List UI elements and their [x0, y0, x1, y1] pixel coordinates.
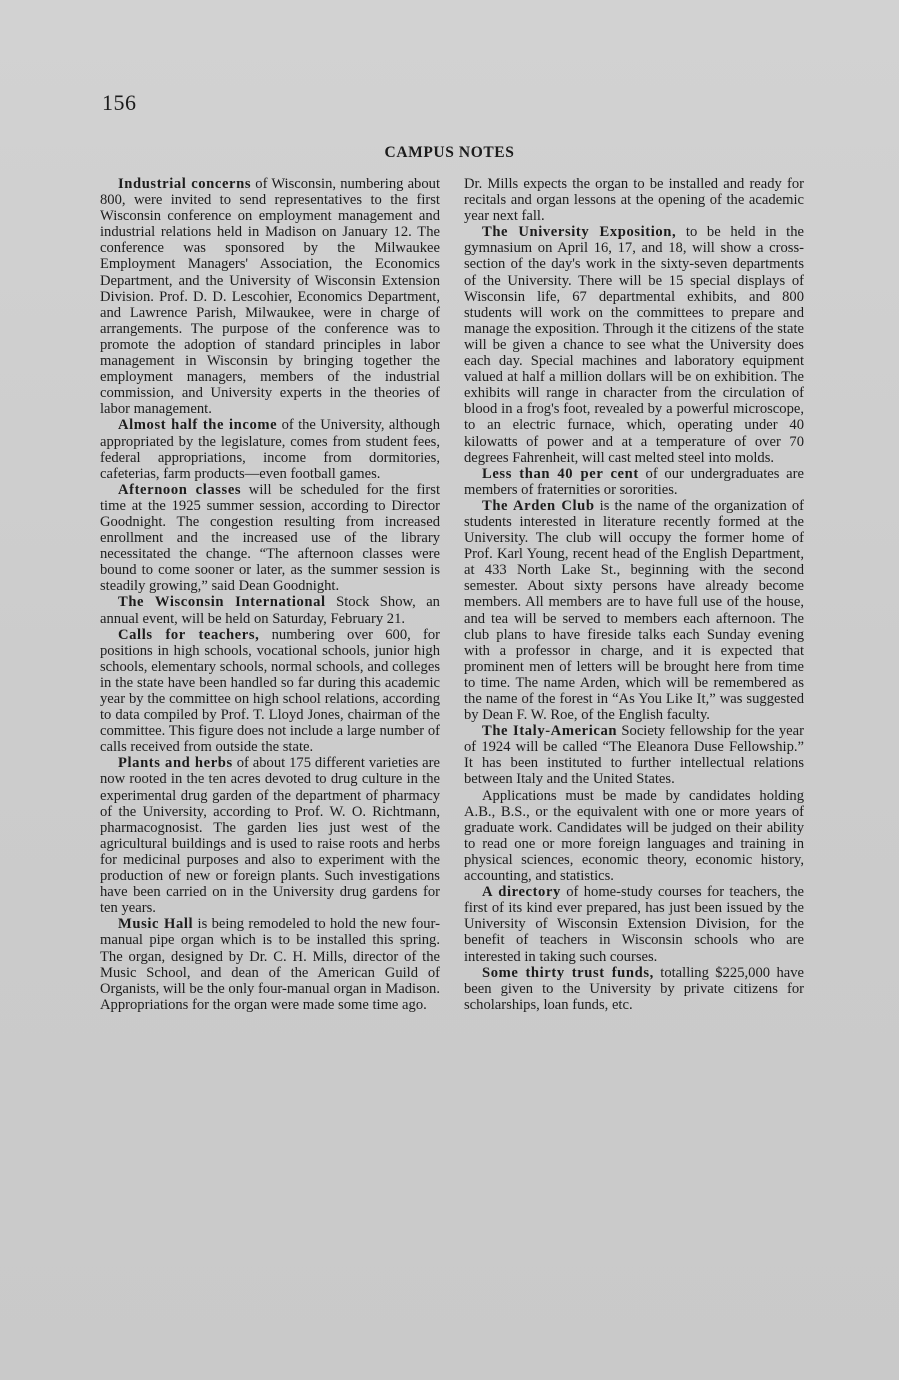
- article-paragraph: [464, 224, 804, 465]
- paragraph-text: Stock Show, an annual event, will be held on Saturday, February 21.: [100, 594, 440, 627]
- paragraph-lead: Afternoon classes: [118, 481, 242, 498]
- article-paragraph: [100, 594, 440, 626]
- article-paragraph: [464, 498, 804, 723]
- paragraph-text: will be scheduled for the first time at the 1925 summer session, according to Director Goodnight. The congestion resulting from increased enrollment and the increased use of the library necessitated the change. “The afternoon classes were bound to come sooner or later, as the summer session is steadily growing,” said Dean Goodnight.: [100, 481, 441, 595]
- paragraph-lead: Almost half the income: [118, 417, 278, 434]
- paragraph-lead: Calls for teachers,: [118, 626, 260, 643]
- article-paragraph: [100, 417, 440, 481]
- paragraph-text: of Wisconsin, numbering about 800, were invited to send representatives to the first Wisconsin conference on employment management and industrial relations held in Madison on January 12. The conference was sponsored by the Milwaukee Employment Managers' Association, the Economics Department, and the University of Wisconsin Extension Division. Prof. D. D. Lescohier, Economics Department, and Lawrence Parish, Milwaukee, were in charge of arrangements. The purpose of the conference was to promote the adoption of standard principles in labor management in Wisconsin by bringing together the employment managers, members of the industrial commission, and University experts in the theories of labor management.: [100, 176, 441, 418]
- paragraph-text: of about 175 different varieties are now rooted in the ten acres devoted to drug culture in the experimental drug garden of the department of pharmacy of the University, according to Prof. W. O. Richtmann, pharmacognosist. The garden lies just west of the agricultural buildings and is used to raise roots and herbs for medicinal purposes and also to experiment with the production of new or foreign plants. Such investigations have been carried on in the University drug gardens for ten years.: [100, 755, 440, 917]
- paragraph-text: Dr. Mills expects the organ to be installed and ready for recitals and organ lessons at the opening of the academic year next fall.: [464, 176, 804, 225]
- article-paragraph-continued: [464, 176, 804, 224]
- article-paragraph: [464, 723, 804, 787]
- article-paragraph: [464, 965, 804, 1013]
- paragraph-text: is the name of the organization of students interested in literature recently formed at the University. The club will occupy the former home of Prof. Karl Young, recent head of the English Department, at 433 North Lake St., beginning with the second semester. About sixty persons have already become members. All members are to have full use of the house, and tea will be served to members each afternoon. The club plans to have fireside talks each Sunday evening with a professor in charge, and it is expected that prominent men of letters will be brought here from time to time. The name Arden, which will be remembered as the name of the forest in “As You Like It,” was suggested by Dean F. W. Roe, of the English faculty.: [464, 497, 804, 724]
- article-paragraph: [464, 466, 804, 498]
- paragraph-text: Society fellowship for the year of 1924 will be called “The Eleanora Duse Fellowship.” It has been instituted to further intellectual relations between Italy and the United States.: [464, 723, 804, 788]
- paragraph-lead: Some thirty trust funds,: [482, 964, 654, 981]
- paragraph-lead: The Arden Club: [482, 497, 595, 514]
- paragraph-text: to be held in the gymnasium on April 16, 17, and 18, will show a cross-section of the day's work in the sixty-seven departments of the University. There will be 15 special displays of Wisconsin life, 67 departmental exhibits, and 800 students will work on the committees to prepare and manage the exposition. Through it the citizens of the state will be given a chance to see what the University does each day. Special machines and laboratory equipment valued at half a million dollars will be on exhibition. The exhibits will range in character from the circulation of blood in a frog's foot, revealed by a powerful microscope, to an electric furnace, which, operating under 40 kilowatts of power and at a temperature of over 70 degrees Fahrenheit, will cast melted steel into molds.: [464, 224, 804, 466]
- paragraph-lead: Music Hall: [118, 916, 194, 933]
- article-paragraph: [464, 884, 804, 964]
- article-paragraph: [100, 916, 440, 1013]
- page-number: 156: [102, 90, 137, 115]
- section-title: CAMPUS NOTES: [384, 144, 515, 161]
- paragraph-lead: A directory: [482, 884, 561, 901]
- paragraph-lead: Industrial concerns: [118, 176, 252, 192]
- article-paragraph: [100, 627, 440, 756]
- article-paragraph: [100, 755, 440, 916]
- paragraph-text: is being remodeled to hold the new four-manual pipe organ which is to be installed this spring. The organ, designed by Dr. C. H. Mills, director of the Music School, and dean of the American Guild of Organists, will be the only four-manual organ in Madison. Appropriations for the organ were made some time ago.: [100, 916, 440, 1013]
- paragraph-text: of our undergraduates are members of fraternities or sororities.: [464, 465, 804, 498]
- left-column: [100, 176, 440, 1013]
- right-column: [464, 176, 804, 1013]
- article-paragraph: [464, 788, 804, 885]
- paragraph-text: of home-study courses for teachers, the first of its kind ever prepared, has just been issued by the University of Wisconsin Extension Division, for the benefit of teachers in Wisconsin schools who are interested in taking such courses.: [464, 884, 804, 965]
- paragraph-lead: The Wisconsin International: [118, 594, 326, 611]
- paragraph-text: numbering over 600, for positions in high schools, vocational schools, junior high schools, elementary schools, normal schools, and colleges in the state have been handled so far during this academic year by the committee on high school relations, according to data compiled by Prof. T. Lloyd Jones, chairman of the committee. This figure does not include a large number of calls received from outside the state.: [100, 626, 441, 756]
- paragraph-lead: The Italy-American: [482, 723, 618, 740]
- paragraph-lead: The University Exposition,: [482, 224, 677, 241]
- paragraph-text: of the University, although appropriated by the legislature, comes from student fees, federal appropriations, income from dormitories, cafeterias, farm products—even football games.: [100, 417, 441, 482]
- paragraph-text: totalling $225,000 have been given to the University by private citizens for scholarships, loan funds, etc.: [464, 964, 804, 1013]
- paragraph-text: Applications must be made by candidates holding A.B., B.S., or the equivalent with one or more years of graduate work. Candidates will be judged on their ability to read one or more foreign languages and training in physical sciences, economic theory, economic history, accounting, and statistics.: [464, 787, 804, 885]
- paragraph-lead: Less than 40 per cent: [482, 465, 639, 482]
- article-paragraph: [100, 176, 440, 417]
- paragraph-lead: Plants and herbs: [118, 755, 233, 772]
- article-paragraph: [100, 482, 440, 595]
